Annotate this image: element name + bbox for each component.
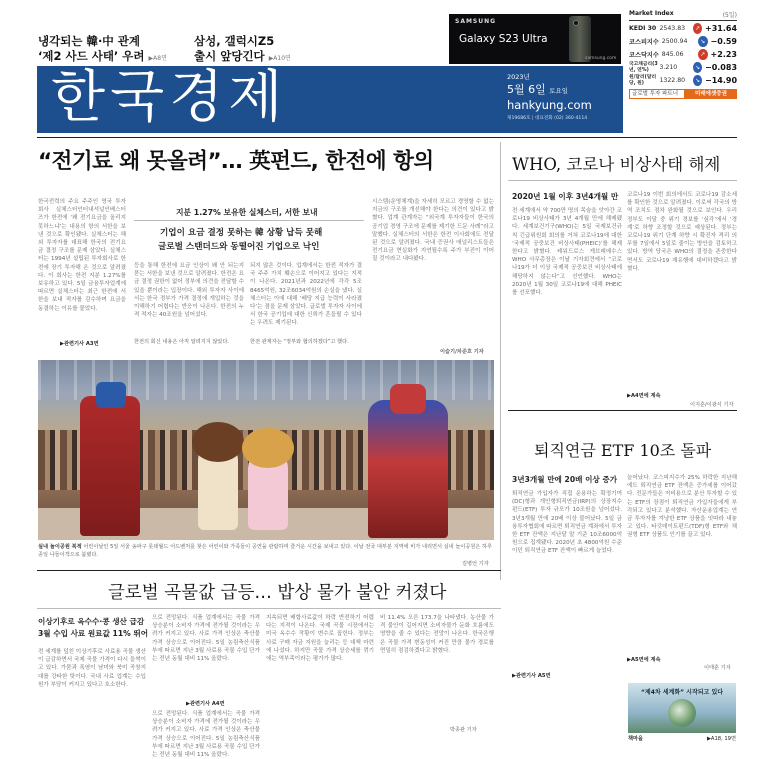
market-change: +2.23 [710, 50, 737, 59]
ad-product: Galaxy S23 Ultra [459, 33, 548, 45]
lead-col-1-ref[interactable]: ▶관련기사 A3면 [60, 341, 99, 347]
market-footer: 글로벌 투자 파트너 미래에셋증권 [629, 89, 737, 99]
lead-byline: 이슬기/차준호 기자 [440, 349, 484, 355]
market-value: 2543.83 [659, 25, 686, 32]
ad-brand: SAMSUNG [455, 18, 497, 25]
lead-subhead-3: 글로벌 스탠더드와 동떨어진 기업으로 낙인 [158, 242, 320, 252]
lead-col-1: 한국전력의 주요 주주인 영국 투자회사 실체스터인터내셔널인베스터즈가 한전에 ‘왜 전기요금을 올리지 못하느냐’는 내용의 항의 서한을 보낸 것으로 확인됐다. 실체스터는 해외 투자자를 대표해 한국의 전기요금 결정 구조를 문제 삼았다. 실체스터는 1994년 설립된 투자회사로 한전에 장기 투자해 온 것으로 알려졌다. 이 회사는 한전 지분 1.27%를 보유하고 있다. 5일 금융투자업계에 따르면 실체스터는 최근 한전에 서한을 보내 적자를 감수하며 요금을 동결하는 이유를 물었다. [38, 199, 126, 312]
teaser-line-2: ‘제2 사드 사태’ 우려 ▶A8면 [38, 49, 167, 63]
market-name: 국고채금리(3년, 연%) [629, 62, 658, 73]
etf-subhead: 3년3개월 만에 20배 이상 증가 [512, 475, 618, 484]
teaser-line-1: 냉각되는 韓·中 관계 [38, 34, 141, 48]
who-col-1: 전 세계에서 약 700만 명의 목숨을 앗아간 코로나19 비상사태가 3년 4개월 만에 해제됐다. 세계보건기구(WHO)는 5일 국제보건규칙 긴급위원회 회의를 거쳐 코로나19에 대한 ‘국제적 공중보건 비상사태(PHEIC)’를 해제한다고 밝혔다. 테워드로스 게브레예수스 WHO 사무총장은 이날 기자회견에서 “코로나19가 더 이상 국제적 공중보건 비상사태에 해당하지 않는다”고 선언했다. WHO는 2020년 1월 30일 코로나19에 대해 PHEIC를 선포했다. [512, 208, 622, 297]
masthead [37, 66, 623, 133]
bottom-col-2b: 으로 전망된다. 식품 업계에서는 곡물 가격 상승분이 소비자 가격에 전가될 것이라는 우려가 커지고 있다. 사료 가격 인상은 축산물 가격 상승으로 이어진다. 5일 농림축산식품부에 따르면 지난 3월 사료용 곡물 수입 단가는 전년 동월 대비 11% 올랐다. [152, 711, 260, 759]
bottom-subhead-1: 이상기후로 옥수수·콩 생산 급감 [38, 617, 145, 626]
market-name: 코스닥지수 [629, 52, 659, 59]
market-index-title: Market Index (5일) [629, 10, 737, 19]
who-col-2-ref[interactable]: ▶A4면에 계속 [627, 393, 661, 399]
section-rule [508, 180, 737, 181]
market-name: KEDI 30 [629, 25, 657, 32]
market-change: −0.083 [705, 63, 738, 72]
mascot-head-right [242, 428, 294, 468]
lead-subhead-2: 기업이 요금 결정 못하는 韓 상황 납득 못해 [160, 228, 323, 238]
masthead-date-block [507, 72, 592, 121]
bottom-subhead-2: 3월 수입 사료 원료값 11% 뛰어 [38, 629, 149, 638]
lead-col-4: 시스템(운영체계)을 자세히 모르고 경영할 수 없는 지금의 구조를 개선해야 한다는 의견이 있다고 밝혔다. 업계 관계자는 “외국계 투자자들이 한국의 공기업 경영 구조에 문제를 제기한 드문 사례”라고 말했다. 실체스터의 서한은 한전 이사회에도 전달된 것으로 알려졌다. 국내 증권사 애널리스트들은 전기요금 현실화가 지연될수록 주가 부진이 이어질 것이라고 내다봤다. [372, 199, 494, 263]
bottom-byline: 박종관 기자 [450, 727, 477, 733]
market-value: 1322.80 [659, 77, 686, 84]
book-ad-ref: ▶A18, 19면 [706, 736, 736, 742]
etf-headline[interactable]: 퇴직연금 ETF 10조 돌파 [534, 441, 712, 460]
book-ad[interactable] [628, 683, 736, 733]
column-divider [500, 142, 501, 580]
globe-icon [668, 699, 696, 727]
section-rule [37, 570, 501, 571]
masthead-date: 5월 6일 토요일 [507, 83, 569, 96]
etf-col-2: 늘어났다. 코스피지수가 25% 하락한 지난해에도 퇴직연금 ETF 잔액은 증가세를 이어갔다. 전문가들은 저비용으로 분산 투자할 수 있는 ETF의 장점이 퇴직연금 가입자들에게 부각되고 있다고 분석했다. 자산운용업계는 연금 투자자를 겨냥한 ETF 상품을 잇따라 내놓고 있다. 타깃데이트펀드(TDF)형 ETF와 채권형 ETF 상품도 인기를 끌고 있다. [627, 475, 737, 539]
market-row-kospi [629, 35, 737, 48]
arrow-down-icon: ↘ [695, 77, 701, 84]
ad-url: samsung.com [585, 56, 617, 61]
arrow-up-icon: ↗ [698, 49, 708, 60]
bottom-col-2: 으로 전망된다. 식품 업계에서는 곡물 가격 상승분이 소비자 가격에 전가될 것이라는 우려가 커지고 있다. 사료 가격 인상은 축산물 가격 상승으로 이어진다. 5일 농림축산식품부에 따르면 지난 3월 사료용 곡물 수입 단가는 전년 동월 대비 11% 올랐다. [152, 615, 260, 663]
amusement-park-photo [38, 360, 494, 540]
robot-costume-right [368, 400, 448, 538]
market-value: 2500.94 [661, 38, 688, 45]
photo-credit: 김병언 기자 [462, 561, 489, 567]
etf-col-1-ref[interactable]: ▶관련기사 A5면 [512, 673, 551, 679]
bottom-headline[interactable]: 글로벌 곡물값 급등… 밥상 물가 불안 커졌다 [108, 583, 447, 603]
market-change: −0.59 [710, 37, 737, 46]
market-name: 코스피지수 [629, 39, 659, 46]
who-headline[interactable]: WHO, 코로나 비상사태 해제 [512, 155, 721, 174]
book-ad-section: 책마을 [628, 736, 644, 742]
photo-caption [38, 543, 494, 559]
subhead-rule [134, 220, 364, 221]
who-subhead: 2020년 1월 이후 3년4개월 만 [512, 192, 619, 201]
market-row-kosdaq [629, 48, 737, 61]
robot-costume-left [80, 396, 140, 536]
lead-col-2-ref: 한전의 회신 내용은 아직 알려지지 않았다. [134, 339, 230, 345]
section-rule [37, 137, 737, 138]
bottom-col-1: 전 세계를 덮친 이상기후로 사료용 곡물 생산이 급감하면서 국제 곡물 가격이 다시 들썩이고 있다. 가뭄과 폭염이 남미와 북미 곡창지대를 강타한 탓이다. 국내 사료 업계는 수입 원가 부담이 커지고 있다고 호소한다. [38, 649, 146, 688]
market-row-usd [629, 74, 737, 87]
bottom-col-2-ref[interactable]: ▶관련기사 A4면 [186, 701, 225, 707]
lead-col-2: 등을 통해 한전에 요금 인상이 왜 안 되는지 묻는 서한을 보낸 것으로 알려졌다. 한전은 요금 결정 권한이 없어 정부에 의견을 전달할 수 있을 뿐이라는 입장이다. 해외 투자자 사이에서는 한국 정부가 가격 결정에 개입하는 것을 이해하기 어렵다는 반응이 나온다. 한전의 누적 적자는 40조원을 넘어섰다. [134, 263, 244, 319]
masthead-url[interactable]: hankyung.com [507, 98, 592, 112]
lead-headline[interactable]: “전기료 왜 못올려”… 英펀드, 한전에 항의 [38, 149, 434, 174]
book-ad-title: “제4차 세계화” 시작되고 있다 [640, 689, 724, 696]
section-rule [508, 410, 737, 411]
who-byline: 이지훈/이광식 기자 [690, 402, 734, 408]
photo-caption-title: 실내 놀이공원 북적 [38, 544, 82, 550]
market-change: +31.64 [705, 24, 738, 33]
market-row-kedi [629, 22, 737, 35]
robot-head-right [390, 384, 426, 414]
market-change: −14.90 [705, 76, 738, 85]
photo-caption-text: 어린이날인 5일 서울 송파구 롯데월드 어드벤처를 찾은 어린이와 가족들이 공연을 관람하며 즐거운 시간을 보내고 있다. 이날 전국 대부분 지역에 비가 내리면서 실내 놀이공원은 하루 종일 나들이객으로 붐볐다. [38, 544, 493, 558]
market-name: 원/달러(달러당, 원) [629, 75, 657, 86]
mascot-head-left [192, 422, 244, 462]
masthead-title: 한국경제 [51, 65, 288, 130]
masthead-year: 2023년 [507, 73, 530, 81]
teaser-line-2: 출시 앞당긴다 ▶A10면 [194, 49, 291, 63]
market-value: 3.210 [659, 64, 678, 71]
market-value: 845.06 [661, 51, 684, 58]
etf-byline: 이태훈 기자 [704, 665, 731, 671]
section-rule [37, 608, 501, 609]
masthead-edition: 제19686호 | 대표전화 (02) 360-4114 [507, 116, 588, 121]
robot-head-left [96, 382, 126, 408]
market-index [629, 10, 737, 99]
market-row-bond [629, 61, 737, 74]
teaser-line-1: 삼성, 갤럭시Z5 [194, 34, 275, 48]
arrow-down-icon: ↘ [695, 64, 701, 71]
etf-col-1: 퇴직연금 가입자가 직접 운용하는 확정기여(DC)형과 개인형퇴직연금(IRP)의 상장지수펀드(ETF) 투자 규모가 10조원을 넘어섰다. 3년3개월 만에 20배 이상 불어났다. 5일 금융투자협회에 따르면 퇴직연금 계좌에서 투자한 ETF 잔액은 지난달 말 기준 10조6000억원으로 집계됐다. 2020년 초 4800억원 수준이던 퇴직연금 ETF 잔액이 빠르게 늘었다. [512, 491, 622, 555]
who-col-2: 코로나19 이번 회의에서도 코로나19 감소세를 확인한 것으로 알려졌다. 이로써 각국의 방역 조치도 점차 완화될 것으로 보인다. 우리 정부도 이달 중 위기 경보를 ‘심각’에서 ‘경계’로 하향 조정할 것으로 예상된다. 정부는 코로나19 위기 단계 하향 시 확진자 격리 의무를 7일에서 5일로 줄이는 방안을 검토하고 있다. 방역 당국은 WHO의 결정을 존중한다면서도 코로나19 재유행에 대비하겠다고 밝혔다. [627, 192, 737, 272]
lead-subhead-1: 지분 1.27% 보유한 실체스터, 서한 보내 [176, 208, 318, 217]
samsung-ad[interactable] [449, 14, 621, 64]
bottom-col-3: 지속되면 배합사료값이 하락 반전하기 어렵다는 지적이 나온다. 국제 곡물 시장에서는 미국 옥수수 작황이 변수로 꼽힌다. 정부는 사료 구매 자금 지원을 늘리는 등 대책 마련에 나섰다. 하지만 곡물 가격 상승세를 꺾기에는 역부족이라는 평가가 많다. [266, 615, 374, 663]
lead-col-3: 되지 않은 것이다. 업계에서는 한전 적자가 결국 주주 가치 훼손으로 이어지고 있다는 지적이 나온다. 2021년과 2022년에 각각 5조8465억원, 32조6034억원의 손실을 냈다. 실체스터는 이에 대해 ‘배당 지급 능력이 사라졌다’는 점을 문제 삼았다. 글로벌 투자자 사이에서 한국 공기업에 대한 신뢰가 흔들릴 수 있다는 우려도 제기된다. [250, 263, 362, 327]
lead-col-3-ref: 한전 관계자는 “정부와 협의하겠다”고 했다. [250, 339, 349, 345]
phone-camera [573, 20, 579, 26]
etf-col-2-ref[interactable]: ▶A5면에 계속 [627, 657, 661, 663]
arrow-up-icon: ↗ [695, 25, 701, 32]
arrow-down-icon: ↘ [698, 36, 708, 47]
bottom-col-4: 비 11.4% 오른 173.7을 나타냈다. 농산물 가격 불안이 길어지면 소비자물가 둔화 흐름에도 영향을 줄 수 있다는 전망이 나온다. 한국은행은 곡물 가격 변동성이 커진 만큼 물가 경로를 면밀히 점검하겠다고 밝혔다. [380, 615, 494, 654]
book-ad-footer[interactable] [628, 735, 736, 743]
